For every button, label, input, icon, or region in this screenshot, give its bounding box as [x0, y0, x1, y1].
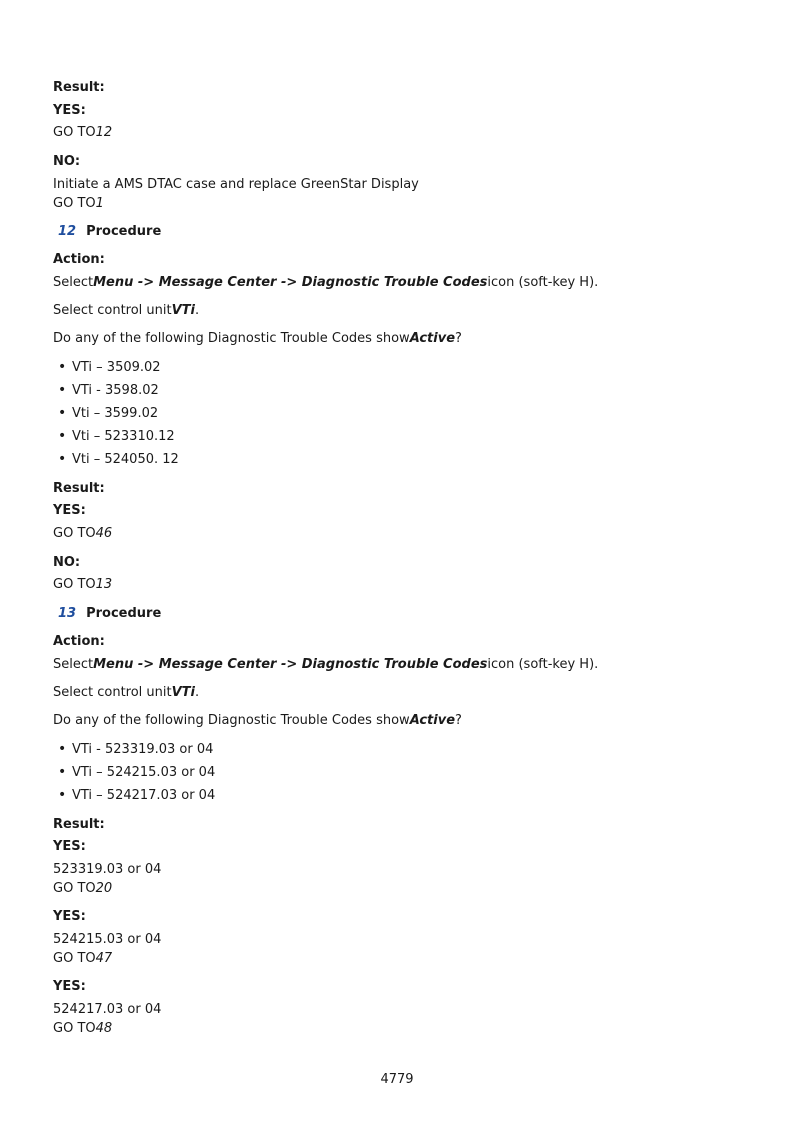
action-verb: Select: [53, 657, 94, 672]
page-number: 4779: [380, 1072, 414, 1087]
question-text: Do any of the following Diagnostic Trouble Codes show: [53, 331, 410, 346]
list-item: • VTi - 3598.02: [53, 381, 179, 400]
action-label: Action:: [53, 634, 105, 649]
icon-hint: icon (soft-key H).: [487, 657, 599, 672]
active-term: Active: [409, 713, 456, 728]
result-code: 524217.03 or 04: [53, 1002, 162, 1017]
result-label: Result:: [53, 817, 105, 832]
step-title: Procedure: [86, 606, 162, 621]
goto-text: GO TO: [53, 577, 96, 592]
no-label: NO:: [53, 154, 81, 169]
goto-link[interactable]: 13: [95, 577, 113, 592]
question: [53, 711, 462, 730]
menu-path: Menu -> Message Center -> Diagnostic Trouble Codes: [93, 657, 488, 672]
menu-path: Menu -> Message Center -> Diagnostic Trouble Codes: [93, 275, 488, 290]
control-unit-instruction: [53, 683, 199, 702]
unit-prefix: Select control unit: [53, 303, 172, 318]
unit-suffix: .: [195, 303, 200, 318]
active-term: Active: [409, 331, 456, 346]
goto-link[interactable]: 20: [95, 881, 113, 896]
question: [53, 329, 462, 348]
step-title: Procedure: [86, 224, 162, 239]
list-item: • VTi – 3509.02: [53, 358, 179, 377]
action-label: Action:: [53, 252, 105, 267]
goto-link[interactable]: 46: [95, 526, 113, 541]
goto-link[interactable]: 12: [95, 125, 113, 140]
list-item: • Vti – 3599.02: [53, 404, 179, 423]
goto-link[interactable]: 48: [95, 1021, 113, 1036]
control-unit-instruction: [53, 301, 199, 320]
question-text: Do any of the following Diagnostic Trouble Codes show: [53, 713, 410, 728]
question-mark: ?: [455, 713, 462, 728]
result-label: Result:: [53, 80, 105, 95]
yes-label: YES:: [53, 103, 86, 118]
step-number: 13: [58, 606, 77, 621]
goto-line: [53, 1019, 112, 1038]
unit-value: VTi: [171, 303, 196, 318]
unit-prefix: Select control unit: [53, 685, 172, 700]
step-number: 12: [58, 224, 77, 239]
goto-line: [53, 949, 112, 968]
yes-label: YES:: [53, 839, 86, 854]
goto-line: [53, 524, 112, 543]
yes-label: YES:: [53, 979, 86, 994]
goto-link[interactable]: 47: [95, 951, 113, 966]
yes-label: YES:: [53, 909, 86, 924]
goto-text: GO TO: [53, 526, 96, 541]
goto-text: GO TO: [53, 196, 96, 211]
list-item: • Vti – 523310.12: [53, 427, 179, 446]
step-heading: [53, 222, 161, 241]
goto-text: GO TO: [53, 1021, 96, 1036]
goto-line: [53, 575, 112, 594]
goto-text: GO TO: [53, 125, 96, 140]
goto-text: GO TO: [53, 951, 96, 966]
list-item: • VTi – 524217.03 or 04: [53, 786, 215, 805]
yes-label: YES:: [53, 503, 86, 518]
action-instruction: [53, 273, 598, 292]
step-heading: [53, 604, 161, 623]
goto-line: [53, 879, 112, 898]
goto-line: [53, 123, 112, 142]
action-verb: Select: [53, 275, 94, 290]
result-label: Result:: [53, 481, 105, 496]
goto-link[interactable]: 1: [95, 196, 104, 211]
no-instruction: Initiate a AMS DTAC case and replace GreenStar Display: [53, 177, 419, 192]
icon-hint: icon (soft-key H).: [487, 275, 599, 290]
dtc-list: [53, 740, 215, 805]
goto-line: [53, 194, 104, 213]
no-label: NO:: [53, 555, 81, 570]
list-item: • VTi – 524215.03 or 04: [53, 763, 215, 782]
action-instruction: [53, 655, 598, 674]
list-item: • Vti – 524050. 12: [53, 450, 179, 469]
unit-value: VTi: [171, 685, 196, 700]
goto-text: GO TO: [53, 881, 96, 896]
result-code: 524215.03 or 04: [53, 932, 162, 947]
question-mark: ?: [455, 331, 462, 346]
list-item: • VTi - 523319.03 or 04: [53, 740, 215, 759]
dtc-list: [53, 358, 179, 469]
result-code: 523319.03 or 04: [53, 862, 162, 877]
unit-suffix: .: [195, 685, 200, 700]
